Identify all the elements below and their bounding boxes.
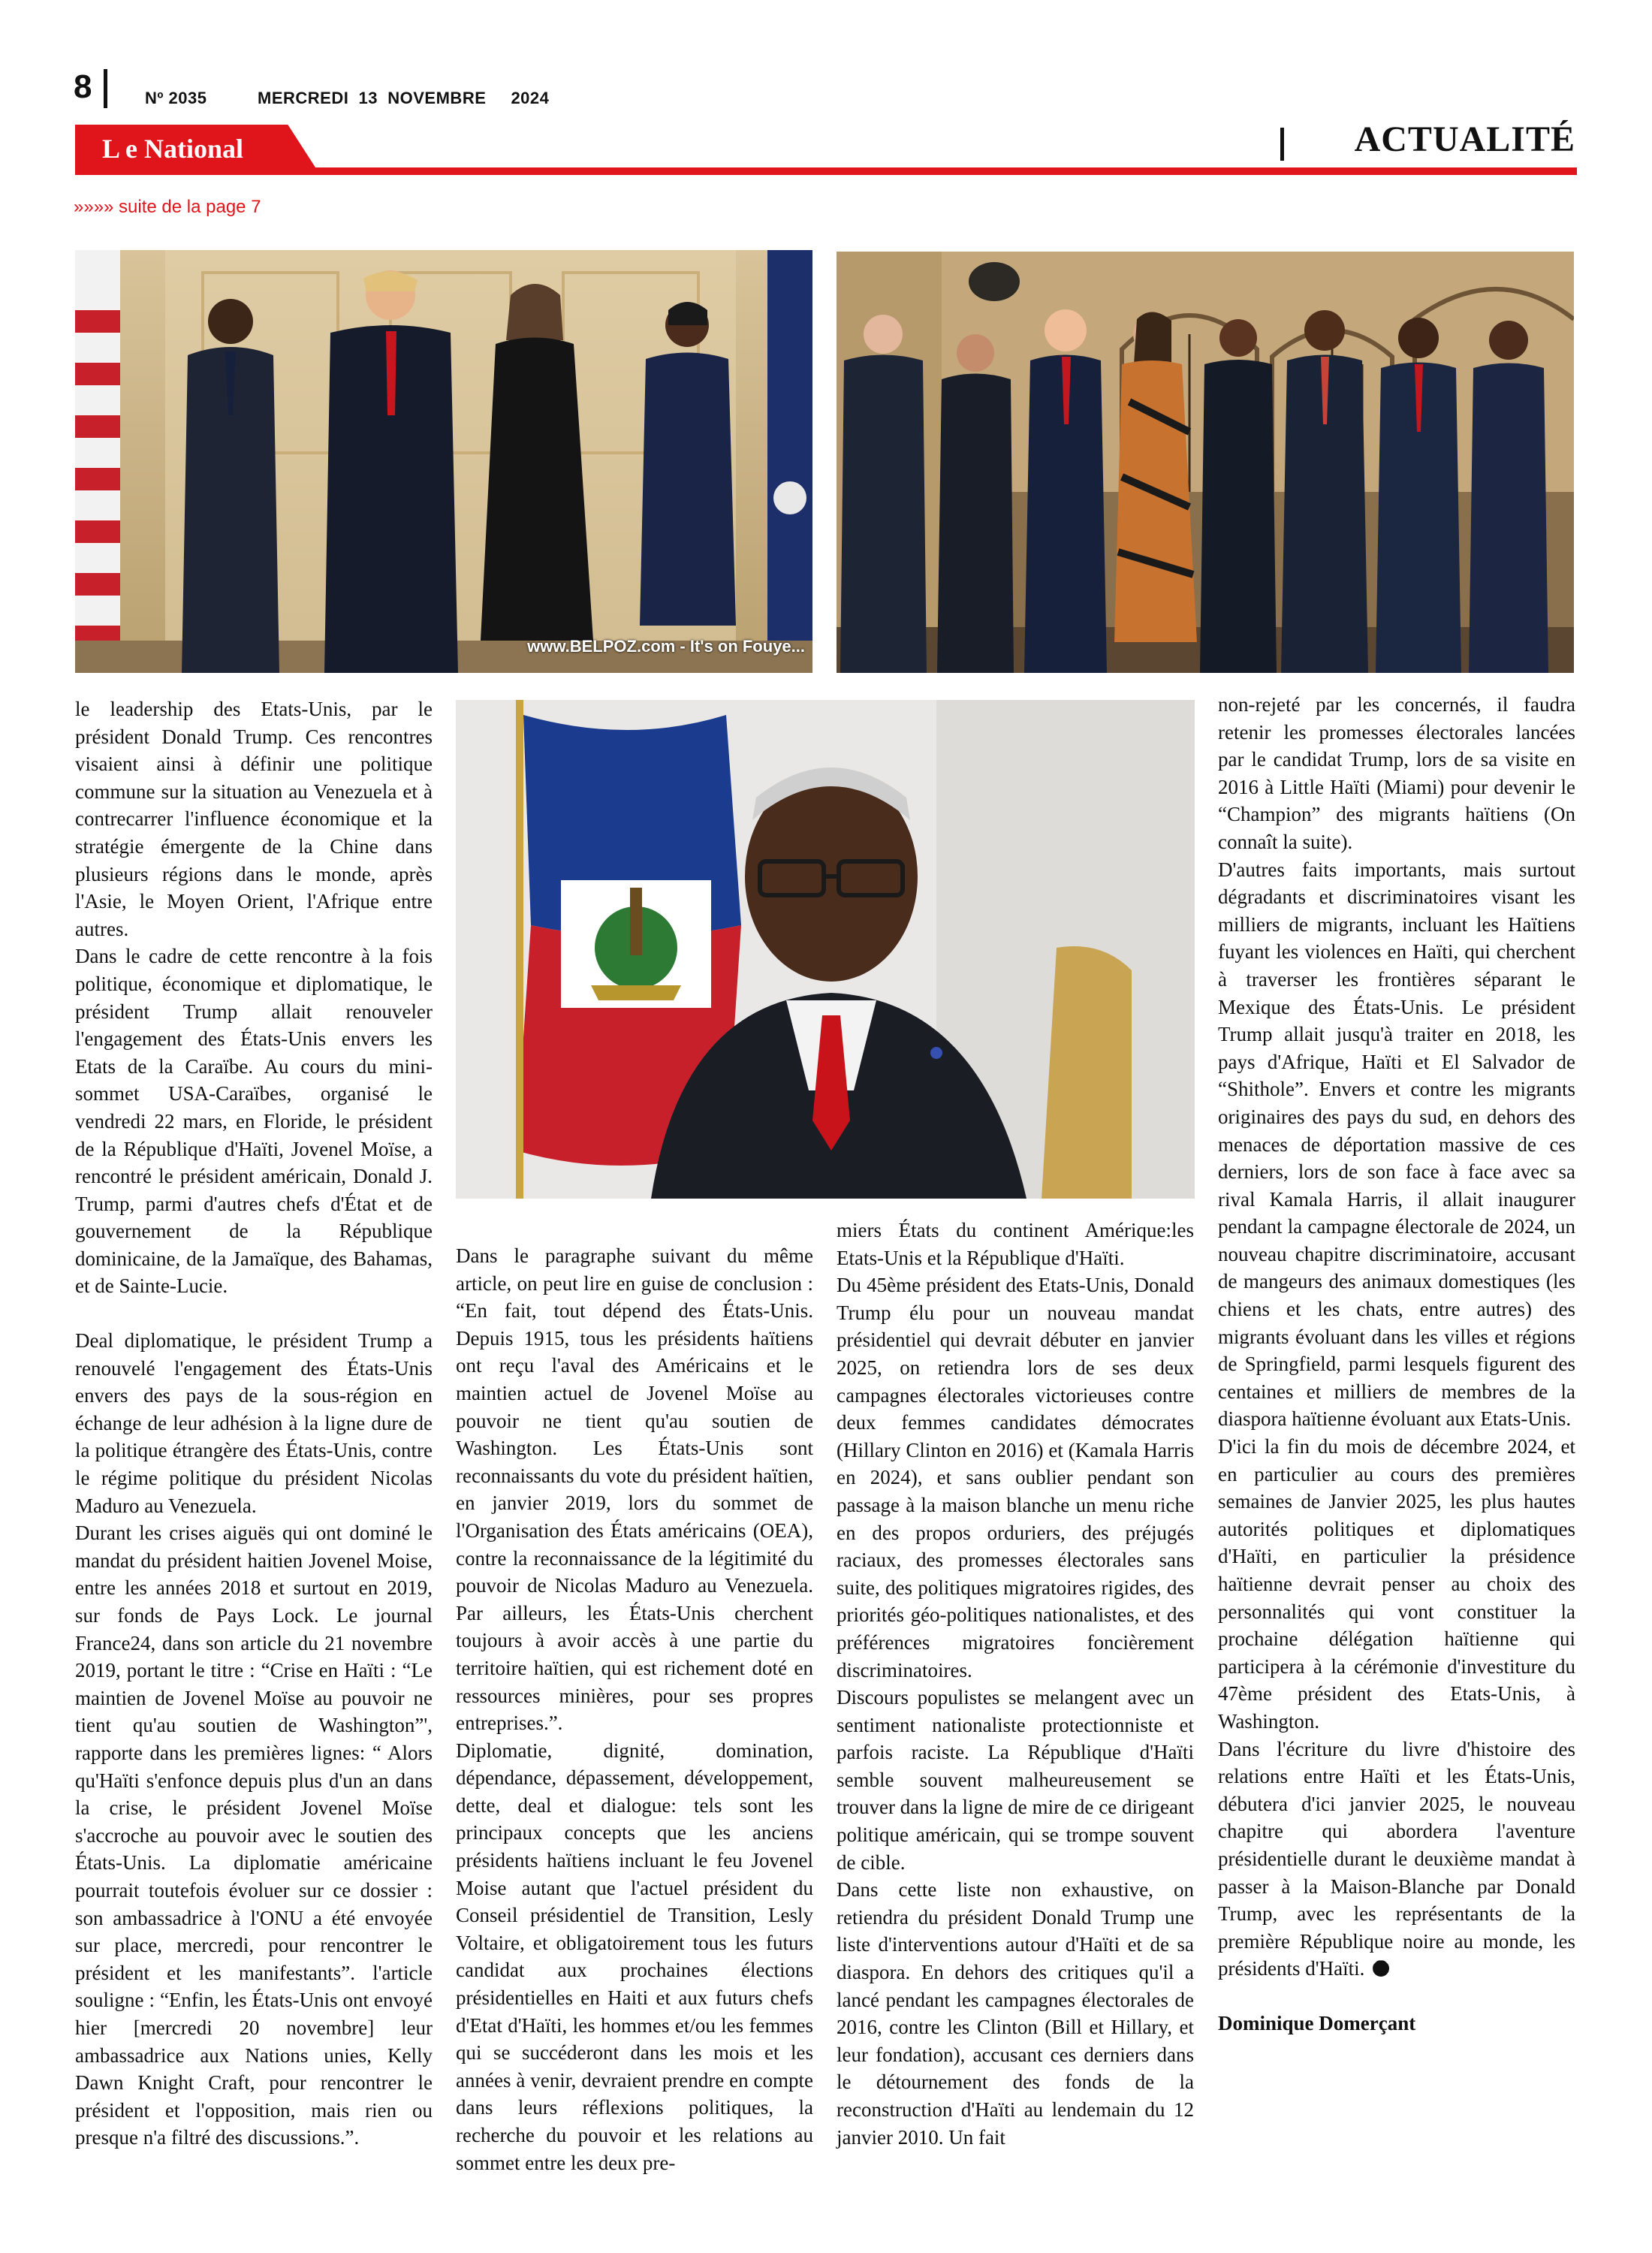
page-number-divider — [104, 69, 107, 108]
paragraph: le leadership des Etats-Unis, par le président Donald Trump. Ces rencontres visaient ainsi à définir une politique commune sur la situation au Venezuela et à contrecarrer l'influence économique et la stratégie émergente de la Chine dans plusieurs régions dans le monde, après l'Asie, le Moyen Orient, l'Afrique entre autres. — [75, 698, 433, 940]
article-column-4 — [1218, 691, 1575, 2037]
paragraph: Dans le cadre de cette rencontre à la fois politique, économique et diplomatique, le président Trump allait renouveler l'engagement des États-Unis envers les Etats de la Caraïbe. Au cours du mini-sommet USA-Caraïbes, organisé le vendredi 22 mars, en Floride, le président de la République d'Haïti, Jovenel Moïse, a rencontré le président américain, Donald J. Trump, parmi d'autres chefs d'État et de gouvernement de la République dominicaine, de la Jamaïque, des Bahamas, et de Sainte-Lucie. — [75, 945, 433, 1298]
paragraph-final — [1218, 1736, 1575, 1983]
continued-from: »»»» suite de la page 7 — [74, 197, 261, 217]
photo-portrait — [456, 700, 1195, 1199]
brand-name: L e National — [102, 134, 244, 164]
header-rule — [75, 167, 1577, 175]
paragraph: Dans cette liste non exhaustive, on retiendra du président Donald Trump une liste d'interventions autour d'Haïti et de sa diaspora. En dehors des critiques qu'il a lancé pendant les campagnes électorales de 2016, contre les Clinton (Bill et Hillary, et leur fondation), accusant ces derniers dans le détournement des fonds de la reconstruction d'Haïti au lendemain du 12 janvier 2010. Un fait — [837, 1878, 1194, 2149]
article-column-1 — [75, 695, 433, 2152]
rubric-divider — [1280, 128, 1284, 161]
paragraph: Diplomatie, dignité, domination, dépendance, dépassement, développement, dette, deal et dialogue: tels sont les principaux concepts que les anciens présidents haïtiens incluant le feu Jovenel Moise autant que l'actuel président du Conseil présidentiel de Transition, Lesly Voltaire, et obligatoirement tous les futurs candidat aux prochaines élections présidentielles en Haiti et aux futurs chefs d'Etat d'Haïti, les hommes et/ou les femmes qui se succéderont dans les mois et les années à venir, devraient prendre en compte dans leurs réflexions politiques, la recherche du pouvoir et les relations au sommet entre les deux pre- — [456, 1739, 813, 2174]
paragraph: D'ici la fin du mois de décembre 2024, et en particulier au cours des premières semaines de Janvier 2025, les plus hautes autorités politiques et diplomatiques d'Haïti, en particulier la présidence haïtienne devrait penser au choix des personnalités qui vont constituer la prochaine délégation haïtienne qui participera à la cérémonie d'investiture du 47ème président des Etats-Unis, à Washington. — [1218, 1435, 1575, 1733]
section-rubric: ACTUALITÉ — [1354, 119, 1575, 159]
issue-number: Nº 2035 — [145, 89, 207, 107]
issue-date: MERCREDI 13 NOVEMBRE 2024 — [258, 89, 550, 107]
end-of-article-icon — [1373, 1960, 1389, 1977]
photo-group-four — [75, 250, 812, 673]
paragraph: D'autres faits importants, mais surtout dégradants et discriminatoires visant les milliers de migrants, incluant les Haïtiens fuyant les violences en Haïti, qui cherchent à traverser les frontières séparant le Mexique des États-Unis. Le président Trump allait jusqu'à traiter en 2018, les pays d'Afrique, Haïti et El Salvador de “Shithole”. Envers et contre les migrants originaires des pays du sud, en dehors des menaces de déportation massive de ces derniers, lors de son face à face avec sa rival Kamala Harris, il allait inaugurer pendant la campagne électorale de 2024, un nouveau chapitre discriminatoire, accusant de mangeurs des animaux domestiques (les chiens et les chats, entre autres) des migrants évoluant dans les villes et régions de Springfield, parmi lesquels figurent des centaines et milliers de membres de la diaspora haïtienne évoluant aux Etats-Unis. — [1218, 858, 1575, 1431]
paragraph: Deal diplomatique, le président Trump a renouvelé l'engagement des États-Unis envers des pays de la sous-région en échange de leur adhésion à la ligne dure de la politique étrangère des États-Unis, contre le régime politique du président Nicolas Maduro au Venezuela. — [75, 1329, 433, 1517]
article-column-3 — [837, 1217, 1194, 2151]
photo-group-eight — [837, 252, 1574, 673]
paragraph: Dans le paragraphe suivant du même article, on peut lire en guise de conclusion : “En fait, tout dépend des États-Unis. Depuis 1915, tous les présidents haïtiens ont reçu l'aval des Américains et le maintien actuel de Jovenel Moïse au pouvoir ne tient qu'au soutien de Washington. Les États-Unis sont reconnaissants du vote du président haïtien, en janvier 2019, lors du sommet de l'Organisation des États américains (OEA), contre la reconnaissance de la légitimité du pouvoir de Nicolas Maduro au Venezuela. Par ailleurs, les États-Unis cherchent toujours à avoir accès à une partie du territoire haïtien, qui est richement doté en ressources minières, pour ses propres entreprises.”. — [456, 1244, 813, 1735]
paragraph: Durant les crises aiguës qui ont dominé le mandat du président haitien Jovenel Moise, entre les années 2018 et surtout en 2019, sur fonds de Pays Lock. Le journal France24, dans son article du 21 novembre 2019, portant le titre : “Crise en Haïti : “Le maintien de Jovenel Moïse au pouvoir ne tient qu'au soutien de Washington”', rapporte dans les premières lignes: “ Alors qu'Haïti s'enfonce depuis plus d'un an dans la crise, le président Jovenel Moïse s'accroche au pouvoir avec le soutien des États-Unis. La diplomatie américaine pourrait toutefois évoluer sur ce dossier : son ambassadrice à l'ONU a été envoyée sur place, mercredi, pour rencontrer le président et les manifestants”. l'article souligne : “Enfin, les États-Unis ont envoyé hier [mercredi 20 novembre] leur ambassadrice aux Nations unies, Kelly Dawn Knight Craft, pour rencontrer le président et l'opposition, mais rien ou presque n'a filtré des discussions.”. — [75, 1522, 433, 2149]
paragraph: Du 45ème président des Etats-Unis, Donald Trump élu pour un nouveau mandat présidentiel qui devrait débuter en janvier 2025, on retiendra lors de ses deux campagnes électorales victorieuses contre deux femmes candidates démocrates (Hillary Clinton en 2016) et (Kamala Harris en 2024), et sans oublier pendant son passage à la maison blanche un menu riche en des propos orduriers, des préjugés raciaux, des promesses électorales sans suite, des politiques migratoires rigides, des priorités géo-politiques nationalistes, et des préférences migratoires foncièrement discriminatoires. — [837, 1274, 1194, 1681]
paragraph-final-text: Dans l'écriture du livre d'histoire des relations entre Haïti et les États-Unis, débutera d'ici janvier 2025, le nouveau chapitre qui abordera l'aventure présidentielle durant le deuxième mandat à passer à la Maison-Blanche par Donald Trump, avec les représentants de la première République noire au monde, les présidents d'Haïti. — [1218, 1737, 1575, 1980]
paragraph: Discours populistes se melangent avec un sentiment nationaliste protectionniste et parfois raciste. La République d'Haïti semble souvent malheureusement se trouver dans la ligne de mire de ce dirigeant politique américain, qui se trompe souvent de cible. — [837, 1686, 1194, 1874]
page-number: 8 — [74, 68, 92, 105]
paragraph: miers États du continent Amérique:les Etats-Unis et la République d'Haïti. — [837, 1219, 1194, 1269]
author-signature: Dominique Domerçant — [1218, 2011, 1416, 2034]
photo-watermark: www.BELPOZ.com - It's on Fouye... — [527, 637, 805, 656]
article-column-2 — [456, 1242, 813, 2176]
paragraph: non-rejeté par les concernés, il faudra retenir les promesses électorales lancées par le candidat Trump, lors de sa visite en 2016 à Little Haïti (Miami) pour devenir le “Champion” des migrants haïtiens (On connaît la suite). — [1218, 693, 1575, 853]
